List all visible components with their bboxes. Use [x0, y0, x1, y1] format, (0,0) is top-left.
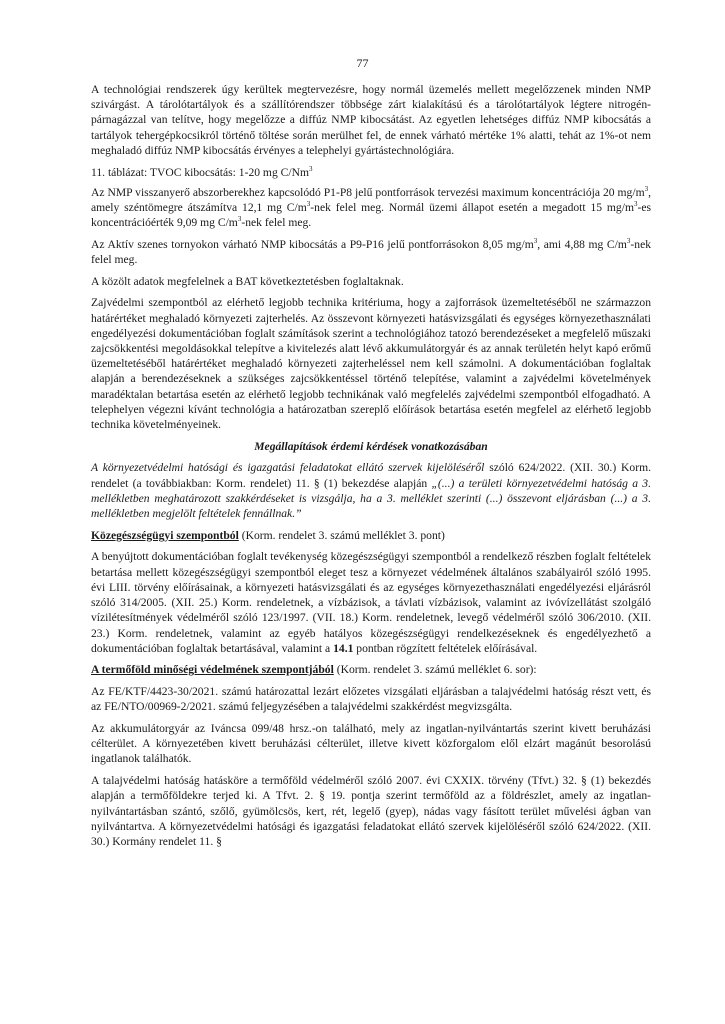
soil-protection-label: A termőföld minőségi védelmének szempontjából — [91, 663, 334, 677]
page-content — [91, 82, 651, 856]
superscript: 3 — [306, 200, 311, 209]
text-run: , amely széntömegre átszámítva 12,1 mg C/m — [91, 185, 651, 214]
table-caption — [91, 165, 651, 180]
text-run: -nek felel meg. — [91, 237, 652, 267]
text-run: pontban rögzített feltételek előírásával. — [353, 641, 538, 655]
superscript: 3 — [644, 184, 649, 193]
page-number: 77 — [356, 56, 369, 70]
text-run: -nek felel meg. Normál üzemi állapot esetén a megadott 15 mg/m — [310, 200, 634, 214]
superscript: 3 — [533, 236, 538, 245]
point-reference: 14.1 — [333, 641, 354, 655]
public-health-label: Közegészségügyi szempontból — [91, 528, 239, 542]
section-heading: Megállapítások érdemi kérdések vonatkozásában — [254, 439, 488, 453]
paragraph-bat-conformity: A közölt adatok megfelelnek a BAT következtetésben foglaltaknak. — [91, 274, 404, 288]
text-run: -es koncentrációérték 9,09 mg C/m — [91, 200, 651, 230]
paragraph-preliminary-procedure: Az FE/KTF/4423-30/2021. számú határozattal lezárt előzetes vizsgálati eljárásban a talajvédelmi hatóság részt vett, és az FE/NTO/00969-2/2021. számú feljegyzésében a talajvédelmi szakkérdést megvizsgálta. — [91, 685, 651, 714]
paragraph-point-sources-p1-p8 — [91, 185, 651, 231]
superscript: 3 — [309, 164, 313, 173]
paragraph-public-health — [91, 549, 651, 655]
paragraph-soil-authority: A talajvédelmi hatóság hatásköre a termőföld védelméről szóló 2007. évi CXXIX. törvény (Tfvt.) 32. § (1) bekezdés alapján a termőföldekre terjed ki. A Tfvt. 2. § 19. pontja szerint termőföld az a földrészlet, amely az ingatlan-nyilvántartásban szántó, szőlő, gyümölcsös, kert, rét, legelő (gyep), nádas vagy fásított terület művelési ágban van nyilvántartva. A környezetvédelmi hatósági és igazgatási feladatokat ellátó szervek kijelöléséről szóló 624/2022. (XII. 30.) Kormány rendelet 11. § — [91, 774, 651, 848]
text-run: -nek felel meg. — [241, 216, 312, 230]
paragraph-nmp-technology: A technológiai rendszerek úgy kerültek megtervezésre, hogy normál üzemelés mellett megelőzzenek minden NMP szivárgást. A tárolótartályok és a szállítórendszer többsége zárt kialakítású és a tárolótartályok légtere nitrogén-párnagázzal van telítve, hogy megelőzze a diffúz NMP kibocsátást. Az egyetlen lehetséges diffúz NMP kibocsátás a tartályok tehergépkocsikról történő töltése során merülhet fel, de ennek várható mértéke 1% alatti, tehát az 1%-ot nem meghaladó diffúz NMP kibocsátás érvényes a telephelyi gyártástechnológiára. — [91, 83, 651, 157]
text-run: Az NMP visszanyerő abszorberekhez kapcsolódó P1-P8 jelű pontforrások tervezési maximum koncentrációja 20 mg/m — [91, 185, 645, 199]
superscript: 3 — [633, 200, 638, 209]
paragraph-soil-protection-heading — [91, 662, 651, 677]
paragraph-activated-carbon-towers — [91, 237, 651, 267]
text-run: (Korm. rendelet 3. számú melléklet 6. sor): — [333, 663, 537, 677]
text-run: Az Aktív szenes tornyokon várható NMP kibocsátás a P9-P16 jelű pontforrásokon 8,05 mg/m — [91, 237, 534, 251]
decree-quote: „(...) a területi környezetvédelmi hatóság a 3. mellékletben meghatározott szakkérdéseket is vizsgálja, ha a 3. melléklet szerinti (...) összevont eljárásban (...) a 3. mellékletben megjelölt feltételek fennállnak.” — [91, 476, 651, 521]
superscript: 3 — [626, 236, 631, 245]
paragraph-battery-plant-location: Az akkumulátorgyár az Iváncsa 099/48 hrsz.-on található, mely az ingatlan-nyilvántartás szerint kivett beruházási célterület. A környezetében kivett beruházási célterület, illetve kivett közforgalom elől elzárt magánút besorolású ingatlanok találhatók. — [91, 722, 651, 766]
decree-title: A környezetvédelmi hatósági és igazgatási feladatokat ellátó szervek kijelöléséről — [91, 461, 485, 475]
text-run: A benyújtott dokumentációban foglalt tevékenység közegészségügyi szempontból a rendelkező részben foglalt feltételek betartása mellett közegészségügyi szempontból eleget tesz a környezet védelmének általános szabályairól szóló 1995. évi LIII. törvény előírásainak, a környezeti hatásvizsgálati és az egységes környezethasználati engedélyezési eljárásról szóló 314/2005. (XII. 25.) Korm. rendeletnek, a vízbázisok, a távlati vízbázisok, valamint az ivóvízellátást szolgáló vízilétesítmények védelméről szóló 123/1997. (VII. 18.) Korm. rendeletnek, levegő védelméről szóló 306/2010. (XII. 23.) Korm. rendeletnek, valamint az egyéb hatályos közegészségügyi rendelkezéseknek és engedélyezhető a dokumentációban foglaltak betartásával, valamint a — [91, 550, 651, 655]
text-run: (Korm. rendelet 3. számú melléklet 3. pont) — [238, 528, 445, 542]
text-run: szóló 624/2022. (XII. 30.) Korm. rendelet (a továbbiakban: Korm. rendelet) 11. § (1) bekezdése alapján — [91, 461, 651, 490]
paragraph-noise-protection: Zajvédelmi szempontból az elérhető legjobb technika kritériuma, hogy a zajforrások üzemeltetéséből ne származzon határértéket meghaladó környezeti zajterhelés. Az összevont környezeti hatásvizsgálati és egységes környezethasználati engedélyezési dokumentációban foglalt számítások szerint a technológiához tatozó berendezéseket a megfelelő műszaki zajcsökkentési megoldásokkal telepítve a kivitelezés alatt lévő akkumulátorgyár és az annak területén helyt kapó erőmű üzemeltetéséből határértéket meghaladó környezeti zajterheléssel nem kell számolni. A dokumentációban foglaltak alapján a berendezéseknek a szükséges zajcsökkentéssel történő telepítése, valamint a zajvédelmi követelmények maradéktalan betartása esetén az elérhető legjobb technikának való megfelelés zajvédelmi szempontból elfogadható. A telephelyen végezni kívánt technológia a határozatban szereplő előírások betartása esetén megfelel az elérhető legjobb technika követelményeinek. — [91, 296, 651, 432]
superscript: 3 — [237, 215, 242, 224]
text-run: , ami 4,88 mg C/m — [537, 237, 627, 251]
paragraph-decree-reference — [91, 460, 651, 521]
table-caption-text: 11. táblázat: TVOC kibocsátás: 1-20 mg C/Nm — [91, 165, 309, 179]
paragraph-public-health-heading — [91, 528, 651, 543]
